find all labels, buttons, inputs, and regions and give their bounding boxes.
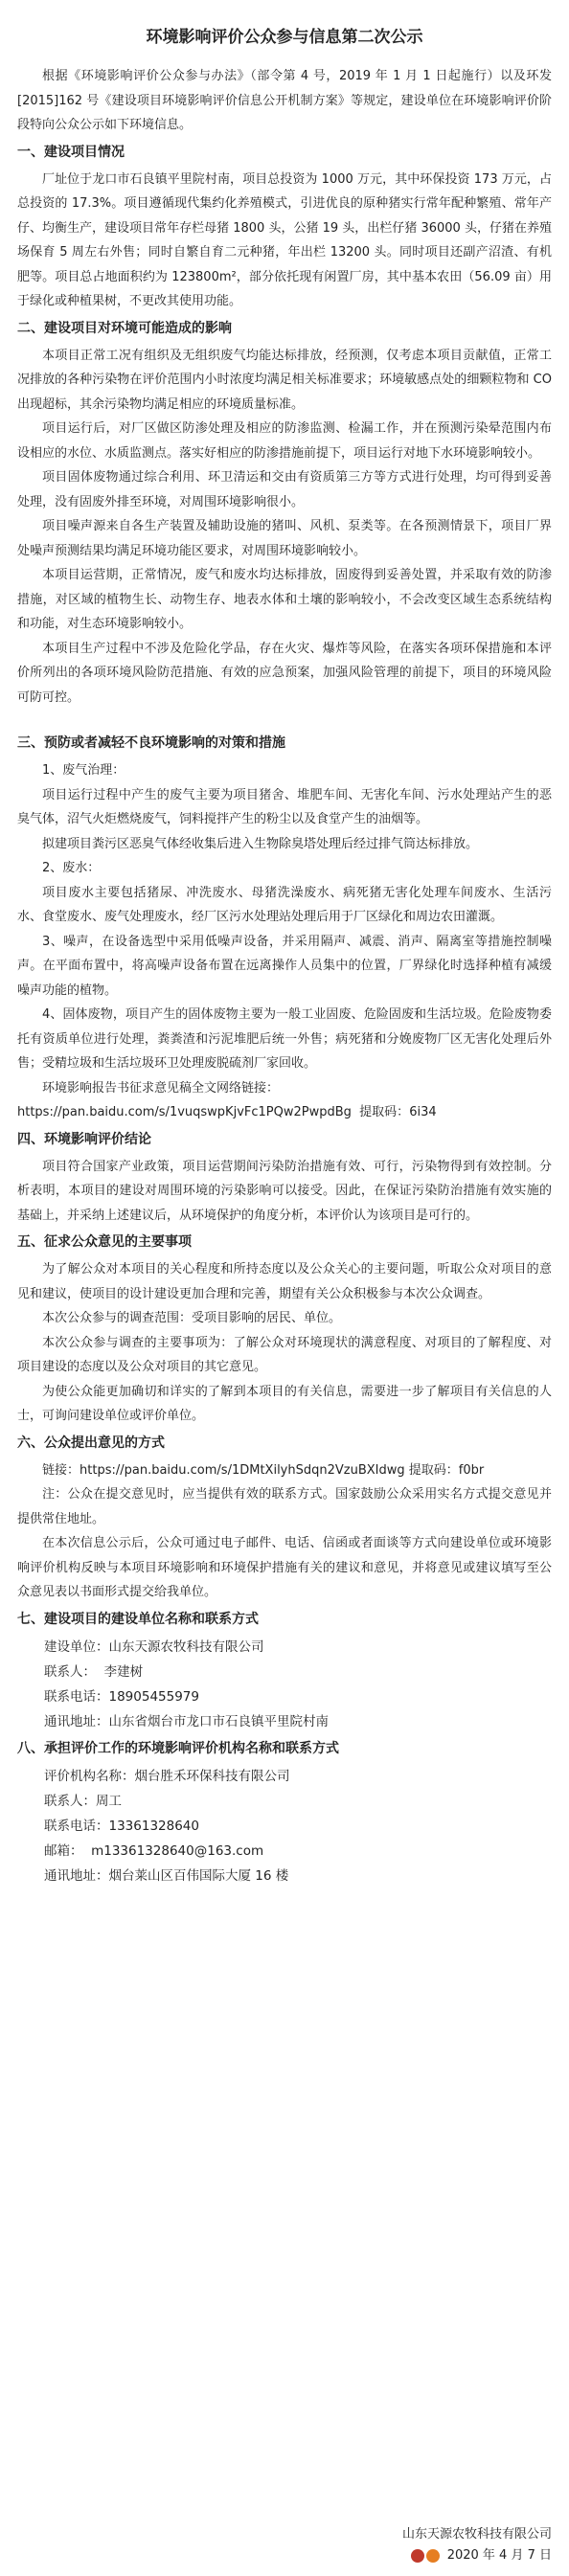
- intro-paragraph: 根据《环境影响评价公众参与办法》（部令第 4 号，2019 年 1 月 1 日起施行）以及环发[2015]162 号《建设项目环境影响评价信息公开机制方案》等规定，建设单位在环境影响评价阶段特向公众公示如下环境信息。: [17, 69, 552, 132]
- contact-row: 联系电话：18905455979: [44, 1688, 199, 1705]
- builder-phone: 18905455979: [108, 1688, 199, 1705]
- contact-row: 建设单位：山东天源农牧科技有限公司: [44, 1638, 264, 1655]
- section-8-heading: 八、承担评价工作的环境影响评价机构名称和联系方式: [17, 1740, 339, 1756]
- section-5-paragraph: 为使公众能更加确切和详实的了解到本项目的有关信息，需要进一步了解项目有关信息的人士，可询问建设单位或评价单位。: [17, 1384, 552, 1423]
- section-2-paragraph: 本项目运营期，正常情况，废气和废水均达标排放，固废得到妥善处置，并采取有效的防渗措施，对区域的植物生长、动物生存、地表水体和土壤的影响较小，不会改变区域生态系统结构和功能，对生态环境影响较小。: [17, 568, 552, 631]
- section-5-heading: 五、征求公众意见的主要事项: [17, 1234, 192, 1250]
- agency-phone: 13361328640: [108, 1818, 199, 1834]
- report-code: 6i34: [409, 1105, 437, 1119]
- footer-company: 山东天源农牧科技有限公司: [401, 2527, 552, 2542]
- feedback-link[interactable]: https://pan.baidu.com/s/1DMtXilyhSdqn2VzuBXIdwg: [80, 1462, 405, 1478]
- section-1-heading: 一、建设项目情况: [17, 144, 125, 160]
- page-title: 环境影响评价公众参与信息第二次公示: [146, 28, 423, 47]
- report-link-label: 环境影响报告书征求意见稿全文网络链接：: [42, 1080, 280, 1096]
- section-5-paragraph: 为了解公众对本项目的关心程度和所持态度以及公众关心的主要问题，听取公众对项目的意见和建议，使项目的设计建设更加合理和完善，期望有关公众积极参与本次公众调查。: [17, 1262, 552, 1301]
- feedback-link-row: [17, 1458, 552, 1483]
- section-2-paragraph: 项目噪声源来自各生产装置及辅助设施的猪叫、风机、泵类等。在各预测情景下，项目厂界处噪声预测结果均满足环境功能区要求，对周围环境影响较小。: [17, 519, 552, 558]
- builder-name: 山东天源农牧科技有限公司: [108, 1638, 264, 1655]
- watermark-logo-icon: [411, 2549, 440, 2563]
- section-6-paragraph: 注：公众在提交意见时，应当提供有效的联系方式。国家鼓励公众采用实名方式提交意见并提供常住地址。: [17, 1487, 552, 1526]
- agency-address: 烟台莱山区百伟国际大厦 16 楼: [108, 1867, 289, 1884]
- contact-row: 通讯地址：山东省烟台市龙口市石良镇平里院村南: [44, 1713, 329, 1729]
- agency-name: 烟台胜禾环保科技有限公司: [134, 1768, 290, 1784]
- contact-row: 联系人： 李建树: [44, 1663, 144, 1680]
- signature-block: [402, 2524, 552, 2566]
- builder-address: 山东省烟台市龙口市石良镇平里院村南: [108, 1713, 329, 1729]
- section-3-paragraph: 3、噪声，在设备选型中采用低噪声设备，并采用隔声、减震、消声、隔离室等措施控制噪声。在平面布置中，将高噪声设备布置在远离操作人员集中的位置，厂界绿化时选择种植有减缓噪声功能的植物。: [17, 934, 552, 998]
- contact-row: 联系电话：13361328640: [44, 1818, 199, 1834]
- section-2-paragraph: 本项目生产过程中不涉及危险化学品，存在火灾、爆炸等风险，在落实各项环保措施和本评价所列出的各项环境风险防范措施、有效的应急预案，加强风险管理的前提下，项目的环境风险可防可控。: [17, 641, 552, 705]
- section-6-heading: 六、公众提出意见的方式: [17, 1435, 165, 1451]
- section-3-paragraph: 项目运行过程中产生的废气主要为项目猪舍、堆肥车间、无害化车间、污水处理站产生的恶臭气体，沼气火炬燃烧废气，饲料搅拌产生的粉尘以及食堂产生的油烟等。: [17, 787, 552, 826]
- contact-row: 通讯地址：烟台莱山区百伟国际大厦 16 楼: [44, 1867, 289, 1884]
- section-3-paragraph: 项目废水主要包括猪尿、冲洗废水、母猪洗澡废水、病死猪无害化处理车间废水、生活污水、食堂废水、废气处理废水，经厂区污水处理站处理后用于厂区绿化和周边农田灌溉。: [17, 885, 552, 924]
- section-3-paragraph: 2、废水：: [42, 861, 101, 875]
- section-1-paragraph: 厂址位于龙口市石良镇平里院村南，项目总投资为 1000 万元，其中环保投资 173 万元，占总投资的 17.3%。项目遵循现代集约化养殖模式，引进优良的原种猪实行常年配种繁殖、常年产仔、均衡生产，建设项目常年存栏母猪 1800 头，公猪 19 头，出栏仔猪 36000 头，仔猪在养殖场保育 5 周左右外售；同时自繁自育二元种猪，年出栏 13200 头。同时项目还副产沼渣、有机肥等。项目总占地面积约为 123800m²，部分依托现有闲置厂房，其中基本农田（56.09 亩）用于绿化或种植果树，不更改其使用功能。: [17, 171, 552, 308]
- section-6-paragraph: 在本次信息公示后，公众可通过电子邮件、电话、信函或者面谈等方式向建设单位或环境影响评价机构反映与本项目环境影响和环境保护措施有关的建议和意见，并将意见或建议填写至公众意见表以书面形式提交给我单位。: [17, 1536, 552, 1599]
- section-2-paragraph: 项目运行后，对厂区做区防渗处理及相应的防渗监测、检漏工作，并在预测污染晕范围内布设相应的水位、水质监测点。落实好相应的防渗措施前提下，项目运行对地下水环境影响较小。: [17, 421, 552, 461]
- agency-email[interactable]: m13361328640@163.com: [91, 1842, 264, 1859]
- section-7-heading: 七、建设项目的建设单位名称和联系方式: [17, 1611, 259, 1627]
- report-link-row: [17, 1100, 552, 1125]
- section-5-paragraph: 本次公众参与的调查范围：受项目影响的居民、单位。: [42, 1311, 342, 1325]
- agency-contact-person: 周工: [96, 1793, 122, 1809]
- report-link[interactable]: https://pan.baidu.com/s/1vuqswpKjvFc1PQw2PwpdBg: [17, 1105, 352, 1119]
- section-4-paragraph: 项目符合国家产业政策，项目运营期间污染防治措施有效、可行，污染物得到有效控制。分析表明，本项目的建设对周围环境的污染影响可以接受。因此，在保证污染防治措施有效实施的基础上，并采纳上述建议后，从环境保护的角度分析，本评价认为该项目是可行的。: [17, 1159, 552, 1223]
- footer-date: 2020 年 4 月 7 日: [446, 2548, 552, 2563]
- section-3-paragraph: 拟建项目粪污区恶臭气体经收集后进入生物除臭塔处理后经过排气筒达标排放。: [42, 836, 479, 851]
- feedback-link-label: 链接：: [42, 1462, 80, 1478]
- builder-contact-person: 李建树: [103, 1663, 144, 1680]
- section-2-paragraph: 本项目正常工况有组织及无组织废气均能达标排放，经预测，仅考虑本项目贡献值，正常工况排放的各种污染物在评价范围内小时浓度均满足相关标准要求；环境敏感点处的细颗粒物和 CO 出现超标，其余污染物均满足相应的环境质量标准。: [17, 348, 552, 412]
- contact-row: 邮箱： m13361328640@163.com: [44, 1842, 264, 1859]
- section-3-paragraph: 4、固体废物，项目产生的固体废物主要为一般工业固废、危险固废和生活垃圾。危险废物委托有资质单位进行处理，粪粪渣和污泥堆肥后统一外售；病死猪和分娩废物厂区无害化处理后外售；受精垃圾和生活垃圾环卫处理废脱硫剂厂家回收。: [17, 1007, 552, 1071]
- feedback-code: f0br: [458, 1462, 485, 1478]
- section-4-heading: 四、环境影响评价结论: [17, 1131, 151, 1147]
- feedback-code-label: 提取码：: [408, 1462, 459, 1478]
- section-3-paragraph: 1、废气治理：: [42, 763, 125, 778]
- section-2-heading: 二、建设项目对环境可能造成的影响: [17, 320, 232, 336]
- contact-row: 评价机构名称：烟台胜禾环保科技有限公司: [44, 1768, 290, 1784]
- contact-row: 联系人：周工: [44, 1793, 122, 1809]
- section-2-paragraph: 项目固体废物通过综合利用、环卫清运和交由有资质第三方等方式进行处理，均可得到妥善处理，没有固废外排至环境，对周围环境影响很小。: [17, 470, 552, 509]
- report-code-label: 提取码：: [359, 1105, 410, 1119]
- section-5-paragraph: 本次公众参与调查的主要事项为：了解公众对环境现状的满意程度、对项目的了解程度、对项目建设的态度以及公众对项目的其它意见。: [17, 1335, 552, 1374]
- section-3-heading: 三、预防或者减轻不良环境影响的对策和措施: [17, 735, 285, 751]
